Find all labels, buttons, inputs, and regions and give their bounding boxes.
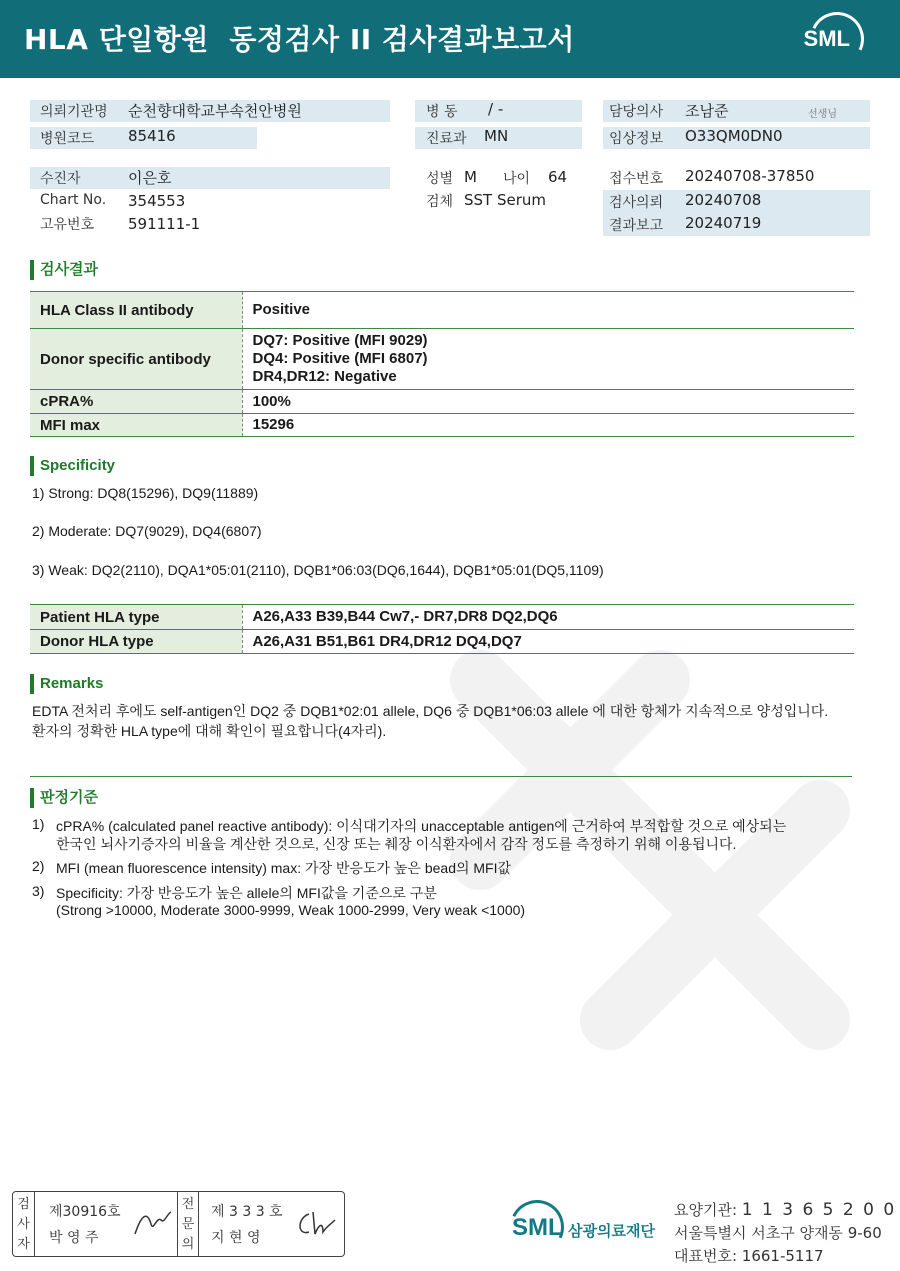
examiner-label (13, 1192, 35, 1256)
specimen-label: 검체 (426, 194, 454, 210)
table-row (30, 292, 854, 329)
doctor-label: 담당의사 (609, 104, 664, 120)
report-title: HLA 단일항원 동정검사 II 검사결과보고서 (24, 23, 575, 56)
receipt-label: 접수번호 (609, 171, 664, 187)
footer-phone-line (674, 1245, 824, 1266)
clinical-value: O33QM0DN0 (685, 127, 783, 145)
criteria-line: MFI (mean fluorescence intensity) max: 가장 반응도가 높은 bead의 MFI값 (56, 860, 512, 876)
unique-no-value: 591111-1 (128, 215, 201, 233)
specialist-no: 제 3 3 3 호 (211, 1204, 283, 1220)
sex-label: 성별 (426, 171, 454, 187)
table-row (30, 329, 854, 390)
doctor-value: 조남준 (685, 102, 729, 120)
chart-no-label: Chart No. (40, 192, 107, 208)
hla-type-key: Donor HLA type (30, 630, 242, 654)
sex-value: M (464, 168, 477, 186)
ward-label: 병 동 (426, 104, 458, 120)
dept-label: 진료과 (426, 131, 467, 147)
specialist-signature (293, 1206, 339, 1240)
report-header (0, 0, 900, 78)
hospital-code-label: 병원코드 (40, 131, 95, 147)
specificity-section-title: Specificity (30, 456, 115, 476)
divider (30, 776, 852, 777)
remarks-line: 환자의 정확한 HLA type에 대해 확인이 필요합니다(4자리). (32, 723, 387, 739)
result-key: HLA Class II antibody (30, 292, 242, 329)
hla-type-value: A26,A33 B39,B44 Cw7,- DR7,DR8 DQ2,DQ6 (242, 605, 854, 630)
criteria-line: cPRA% (calculated panel reactive antibody): 이식대기자의 unacceptable antigen에 근거하여 부적합할 것으로 예상되는 (56, 818, 787, 834)
receipt-value: 20240708-37850 (685, 167, 815, 185)
footer-phone-label: 대표번호: (674, 1247, 738, 1265)
examiner-no: 제30916호 (49, 1204, 121, 1220)
criteria-section-title: 판정기준 (30, 788, 98, 808)
footer-code-label: 요양기관: (674, 1201, 738, 1219)
request-label: 검사의뢰 (609, 195, 664, 211)
footer-org-name: 삼광의료재단 (568, 1222, 655, 1240)
sml-logo: SML (803, 26, 850, 51)
table-row (30, 630, 854, 654)
hla-type-table (30, 604, 854, 654)
report-label: 결과보고 (609, 218, 664, 234)
age-value: 64 (548, 168, 568, 186)
chart-no-value: 354553 (128, 192, 186, 210)
hla-type-key: Patient HLA type (30, 605, 242, 630)
table-row (30, 605, 854, 630)
footer-code: 1 1 3 6 5 2 0 0 (741, 1200, 897, 1220)
remarks-line: EDTA 전처리 후에도 self-antigen인 DQ2 중 DQB1*02:01 allele, DQ6 중 DQB1*06:03 allele 에 대한 항체가 지속적으로 양성입니다. (32, 703, 829, 719)
specificity-item: 1) Strong: DQ8(15296), DQ9(11889) (32, 485, 259, 501)
results-table (30, 291, 854, 437)
ward-value: / - (488, 100, 504, 118)
specificity-item: 2) Moderate: DQ7(9029), DQ4(6807) (32, 523, 262, 539)
result-key: cPRA% (30, 390, 242, 414)
specialist-name: 지 현 영 (211, 1230, 261, 1246)
patient-value: 이은호 (128, 169, 172, 187)
request-date-value: 20240708 (685, 191, 762, 209)
specificity-item: 3) Weak: DQ2(2110), DQA1*05:01(2110), DQB1*06:03(DQ6,1644), DQB1*05:01(DQ5,1109) (32, 562, 604, 578)
dsa-line: DQ4: Positive (MFI 6807) (252, 350, 428, 367)
specimen-value: SST Serum (464, 191, 547, 209)
specialist-label-text: 전문의 (181, 1197, 195, 1252)
criteria-line: (Strong >10000, Moderate 3000-9999, Weak 1000-2999, Very weak <1000) (56, 902, 526, 918)
hospital-code-value: 85416 (128, 127, 176, 145)
footer-phone: 1661-5117 (741, 1247, 824, 1265)
dept-value: MN (484, 127, 509, 145)
requesting-org-value: 순천향대학교부속천안병원 (128, 102, 302, 120)
table-row (30, 414, 854, 437)
dsa-line: DQ7: Positive (MFI 9029) (252, 332, 428, 349)
patient-label: 수진자 (40, 171, 81, 187)
criteria-num: 3) (32, 883, 45, 899)
result-value-dsa (242, 329, 854, 390)
hla-type-value: A26,A31 B51,B61 DR4,DR12 DQ4,DQ7 (242, 630, 854, 654)
result-key: Donor specific antibody (30, 329, 242, 390)
examiner-name: 박 영 주 (49, 1230, 99, 1246)
result-key: MFI max (30, 414, 242, 437)
info-row-patient (30, 167, 390, 189)
result-value: 15296 (242, 414, 854, 437)
remarks-section-title: Remarks (30, 674, 103, 694)
criteria-line: 한국인 뇌사기증자의 비율을 계산한 것으로, 신장 또는 췌장 이식환자에서 감작 정도를 측정하기 위해 이용됩니다. (56, 836, 737, 852)
clinical-label: 임상정보 (609, 131, 664, 147)
criteria-line: Specificity: 가장 반응도가 높은 allele의 MFI값을 기준으로 구분 (56, 885, 437, 901)
specialist-label (177, 1192, 199, 1256)
result-value: Positive (242, 292, 854, 329)
unique-no-label: 고유번호 (40, 217, 95, 233)
criteria-num: 1) (32, 816, 45, 832)
criteria-num: 2) (32, 858, 45, 874)
footer-code-line (674, 1199, 896, 1220)
report-date-value: 20240719 (685, 214, 762, 232)
age-label: 나이 (503, 171, 531, 187)
table-row (30, 390, 854, 414)
dsa-line: DR4,DR12: Negative (252, 368, 397, 385)
doctor-suffix: 선생님 (808, 109, 837, 120)
footer-sml-logo: SML (512, 1214, 563, 1241)
results-section-title: 검사결과 (30, 260, 98, 280)
examiner-label-text: 검사자 (17, 1197, 30, 1252)
signature-stamp-box (12, 1191, 345, 1257)
footer-address: 서울특별시 서초구 양재동 9-60 (674, 1224, 882, 1242)
examiner-signature (131, 1206, 175, 1240)
result-value: 100% (242, 390, 854, 414)
requesting-org-label: 의뢰기관명 (40, 104, 108, 120)
